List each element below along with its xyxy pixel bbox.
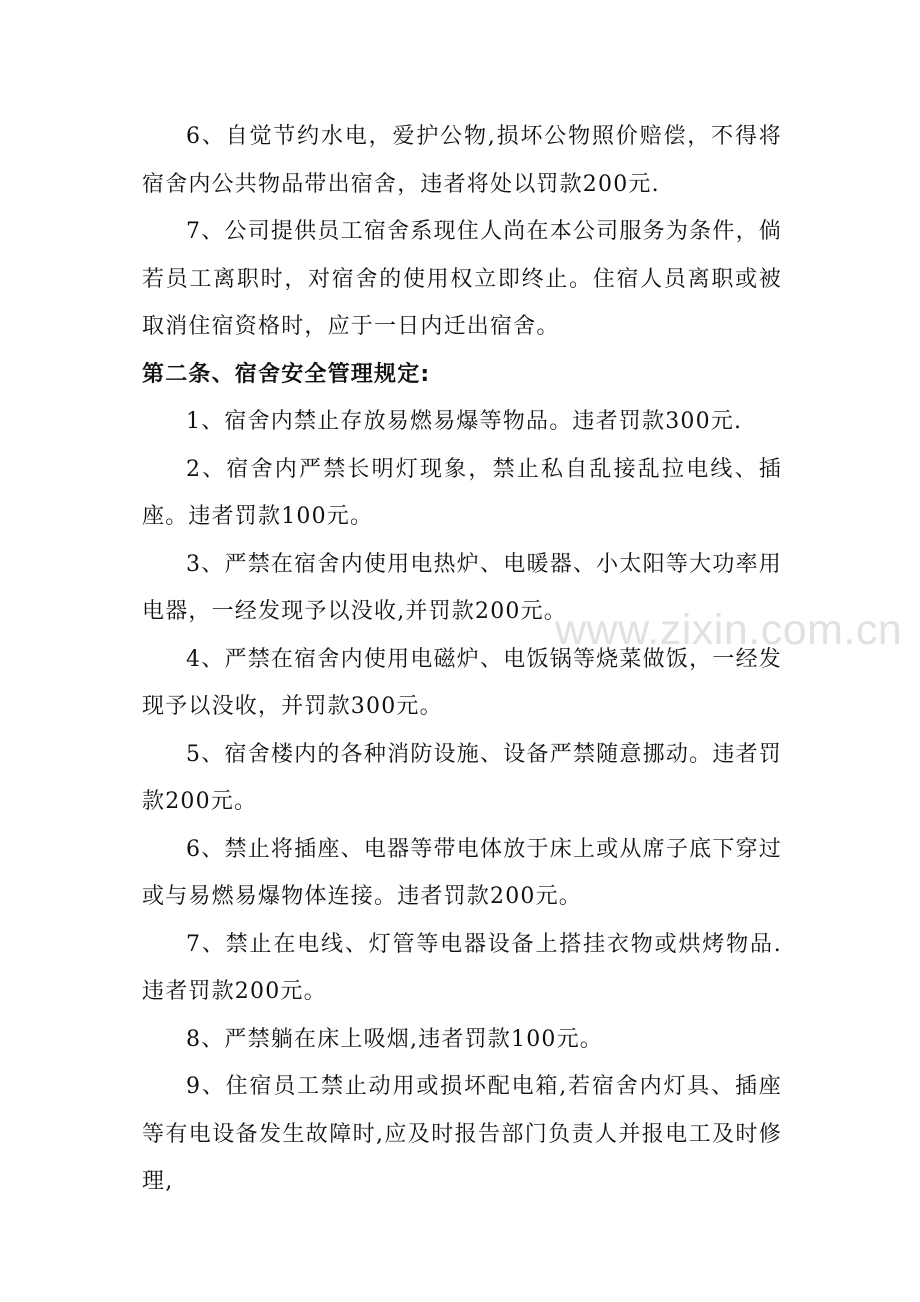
paragraph-rule-2: 2、宿舍内严禁长明灯现象，禁止私自乱接乱拉电线、插座。违者罚款100元。 [142,456,782,529]
paragraph-rule-9: 9、住宿员工禁止动用或损坏配电箱,若宿舍内灯具、插座等有电设备发生故障时,应及时报告部门负责人并报电工及时修理, [142,1074,782,1194]
section-heading: 第二条、宿舍安全管理规定: [142,361,431,387]
paragraph-rule-4: 4、严禁在宿舍内使用电磁炉、电饭锅等烧菜做饭，一经发现予以没收，并罚款300元。 [142,646,782,719]
paragraph-rule-8: 8、严禁躺在床上吸烟,违者罚款100元。 [186,1026,603,1052]
paragraph-rule-7: 7、禁止在电线、灯管等电器设备上搭挂衣物或烘烤物品.违者罚款200元。 [142,931,782,1004]
paragraph-rule-6-before: 6、自觉节约水电，爱护公物,损坏公物照价赔偿，不得将宿舍内公共物品带出宿舍，违者将处以罚款200元. [142,124,782,197]
paragraph-rule-7-before: 7、公司提供员工宿舍系现住人尚在本公司服务为条件，倘若员工离职时，对宿舍的使用权立即终止。住宿人员离职或被取消住宿资格时，应于一日内迁出宿舍。 [142,219,782,339]
paragraph-rule-1: 1、宿舍内禁止存放易燃易爆等物品。违者罚款300元. [186,409,743,434]
watermark: www.zixin.com.cn [555,606,903,654]
paragraph-rule-3: 3、严禁在宿舍内使用电热炉、电暖器、小太阳等大功率用电器，一经发现予以没收,并罚款200元。 [142,551,782,624]
paragraph-rule-6: 6、禁止将插座、电器等带电体放于床上或从席子底下穿过或与易燃易爆物体连接。违者罚款200元。 [142,836,782,909]
paragraph-rule-5: 5、宿舍楼内的各种消防设施、设备严禁随意挪动。违者罚款200元。 [142,741,782,814]
document-body [142,113,782,1206]
